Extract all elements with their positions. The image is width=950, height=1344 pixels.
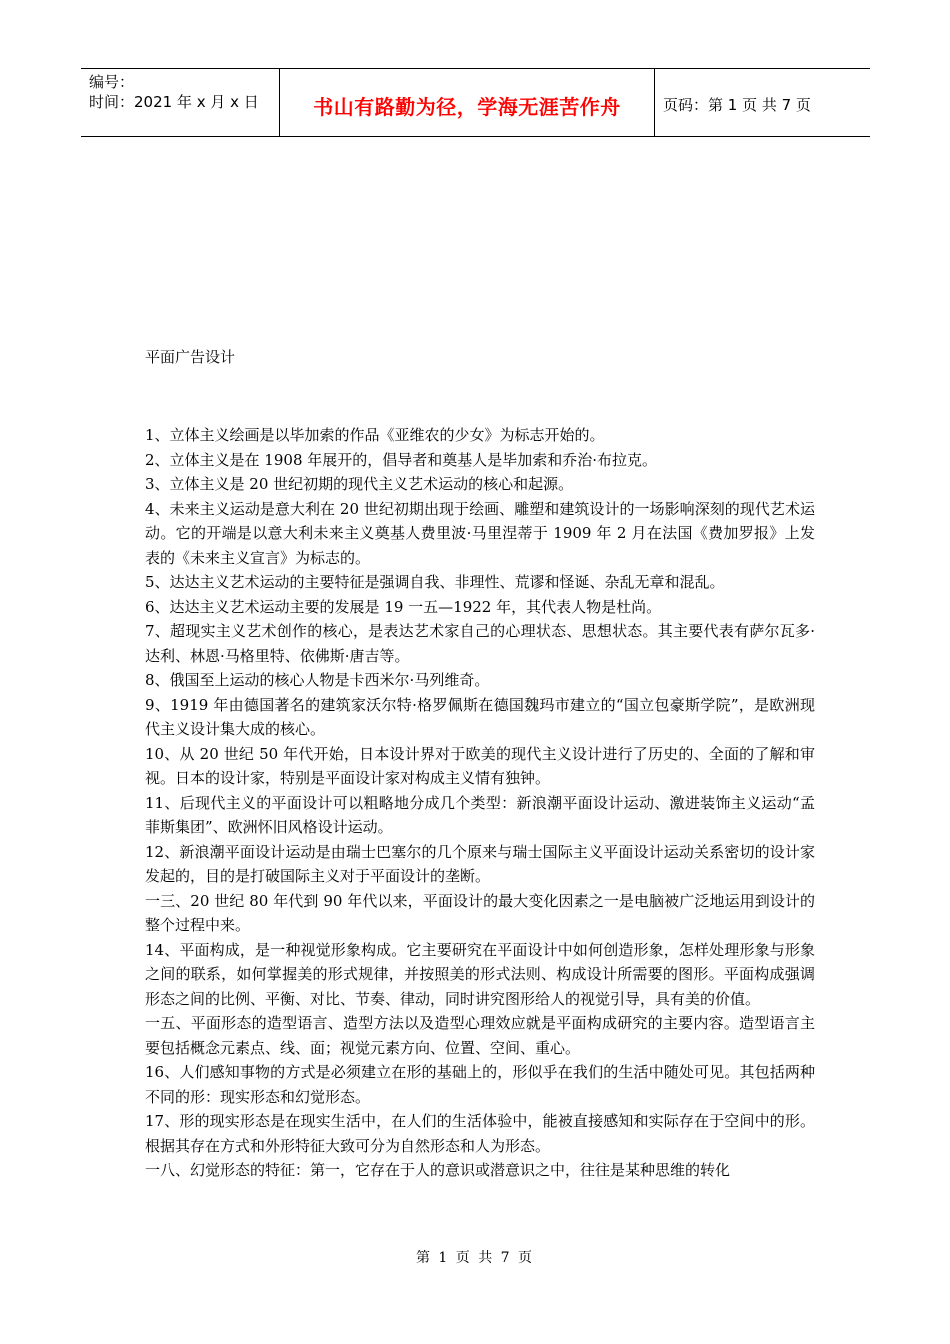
document-number-label: 编号： <box>89 73 135 91</box>
document-title: 平面广告设计 <box>145 348 236 366</box>
paragraph: 8、俄国至上运动的核心人物是卡西米尔·马列维奇。 <box>145 671 490 689</box>
header-page-cell <box>655 69 870 136</box>
header-motto: 书山有路勤为径，学海无涯苦作舟 <box>313 95 621 119</box>
paragraph: 一八、幻觉形态的特征：第一，它存在于人的意识或潜意识之中，往往是某种思维的转化 <box>145 1161 731 1179</box>
paragraph: 3、立体主义是 20 世纪初期的现代主义艺术运动的核心和起源。 <box>145 475 574 493</box>
paragraph: 6、达达主义艺术运动主要的发展是 19 一五—1922 年，其代表人物是杜尚。 <box>145 597 662 616</box>
paragraph: 一五、平面形态的造型语言、造型方法以及造型心理效应就是平面构成研究的主要内容。造型语言主要包括概念元素点、线、面；视觉元素方向、位置、空间、重心。 <box>145 1014 815 1057</box>
paragraph: 一三、20 世纪 80 年代到 90 年代以来，平面设计的最大变化因素之一是电脑被广泛地运用到设计的整个过程中来。 <box>145 891 815 934</box>
paragraph: 4、未来主义运动是意大利在 20 世纪初期出现于绘画、雕塑和建筑设计的一场影响深刻的现代艺术运动。它的开端是以意大利未来主义奠基人费里波·马里涅蒂于 1909 年 2 月在法国《费加罗报》上发表的《未来主义宣言》为标志的。 <box>145 499 815 567</box>
document-body <box>145 345 815 1183</box>
header-meta <box>81 69 280 136</box>
header-page-number: 页码：第 1 页 共 7 页 <box>663 96 811 114</box>
paragraph: 10、从 20 世纪 50 年代开始，日本设计界对于欧美的现代主义设计进行了历史的、全面的了解和审视。日本的设计家，特别是平面设计家对构成主义情有独钟。 <box>145 744 815 787</box>
paragraph: 1、立体主义绘画是以毕加索的作品《亚维农的少女》为标志开始的。 <box>145 426 605 444</box>
paragraph: 11、后现代主义的平面设计可以粗略地分成几个类型：新浪潮平面设计运动、激进装饰主义运动“孟菲斯集团”、欧洲怀旧风格设计运动。 <box>145 793 815 836</box>
paragraph: 5、达达主义艺术运动的主要特征是强调自我、非理性、荒谬和怪诞、杂乱无章和混乱。 <box>145 573 725 591</box>
paragraph: 17、形的现实形态是在现实生活中，在人们的生活体验中，能被直接感知和实际存在于空间中的形。根据其存在方式和外形特征大致可分为自然形态和人为形态。 <box>145 1112 815 1155</box>
paragraph: 9、1919 年由德国著名的建筑家沃尔特·格罗佩斯在德国魏玛市建立的“国立包豪斯学院”，是欧洲现代主义设计集大成的核心。 <box>145 695 815 738</box>
paragraph: 14、平面构成，是一种视觉形象构成。它主要研究在平面设计中如何创造形象，怎样处理形象与形象之间的联系，如何掌握美的形式规律，并按照美的形式法则、构成设计所需要的图形。平面构成强调形态之间的比例、平衡、对比、节奏、律动，同时讲究图形给人的视觉引导，具有美的价值。 <box>145 940 815 1008</box>
header-motto-cell <box>280 69 655 136</box>
document-date-label: 时间：2021 年 x 月 x 日 <box>89 93 259 111</box>
paragraph: 12、新浪潮平面设计运动是由瑞士巴塞尔的几个原来与瑞士国际主义平面设计运动关系密切的设计家发起的，目的是打破国际主义对于平面设计的垄断。 <box>145 842 815 885</box>
page-footer <box>0 1247 950 1267</box>
paragraph: 2、立体主义是在 1908 年展开的，倡导者和奠基人是毕加索和乔治·布拉克。 <box>145 450 658 469</box>
page-header <box>81 68 870 137</box>
footer-page-number: 第 1 页 共 7 页 <box>415 1250 535 1266</box>
paragraph: 7、超现实主义艺术创作的核心，是表达艺术家自己的心理状态、思想状态。其主要代表有萨尔瓦多·达利、林恩·马格里特、依佛斯·唐吉等。 <box>145 622 815 665</box>
paragraph: 16、人们感知事物的方式是必须建立在形的基础上的，形似乎在我们的生活中随处可见。其包括两种不同的形：现实形态和幻觉形态。 <box>145 1063 815 1106</box>
